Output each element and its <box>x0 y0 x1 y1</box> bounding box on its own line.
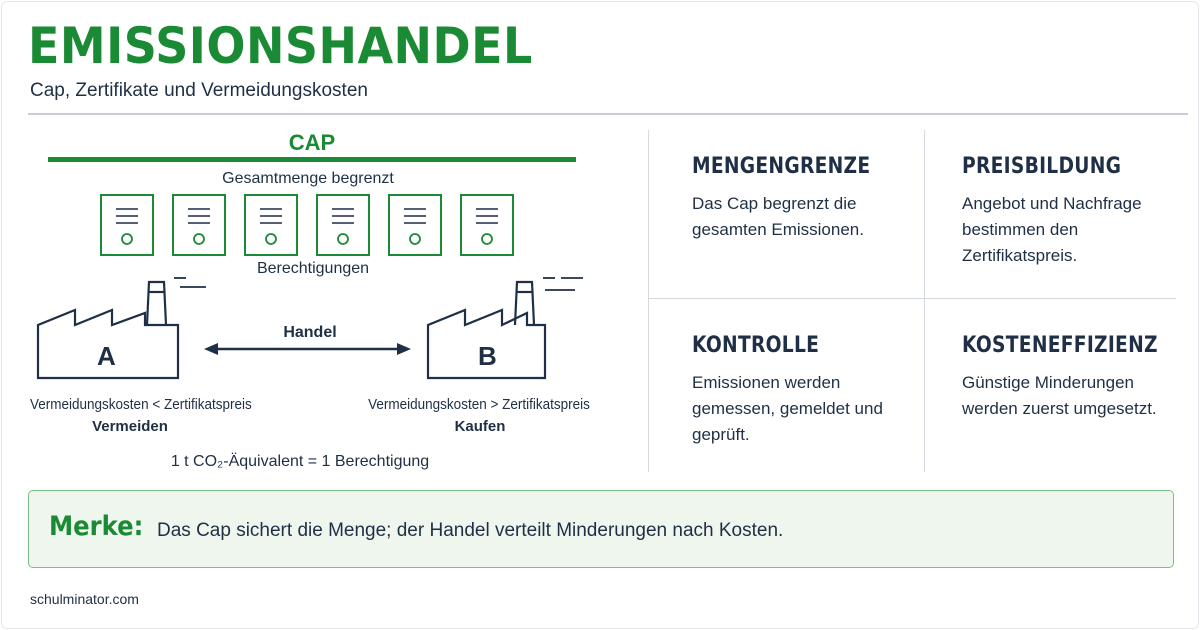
certificate-icon <box>173 195 225 255</box>
footer-site: schulminator.com <box>30 591 139 607</box>
title-divider <box>28 113 1188 115</box>
factory-b-condition: Vermeidungskosten > Zertifikatspreis <box>368 396 590 413</box>
page-title: EMISSIONSHANDEL <box>28 17 533 75</box>
card-heading: KOSTENEFFIZIENZ <box>962 333 1158 358</box>
certificates-row <box>101 195 513 255</box>
card-heading: PREISBILDUNG <box>962 154 1122 179</box>
card-text: Emissionen werden gemessen, gemeldet und geprüft. <box>692 373 883 444</box>
certificate-icon <box>101 195 153 255</box>
certificate-icon <box>461 195 513 255</box>
merke-label: Merke: <box>49 511 144 542</box>
certificates-label: Berechtigungen <box>256 260 370 277</box>
factory-a-letter: A <box>97 341 116 371</box>
factory-a-action: Vermeiden <box>92 418 168 435</box>
page-subtitle: Cap, Zertifikate und Vermeidungskosten <box>30 80 368 101</box>
grid-divider-left <box>648 130 649 472</box>
equivalence-note: 1 t CO₂-Äquivalent = 1 Berechtigung <box>170 453 430 470</box>
merke-text: Das Cap sichert die Menge; der Handel verteilt Minderungen nach Kosten. <box>157 520 784 541</box>
merke-box <box>28 490 1174 568</box>
factory-b-icon <box>428 278 583 378</box>
certificate-icon <box>317 195 369 255</box>
factory-a-icon <box>38 278 206 378</box>
card-text: Günstige Minderungen werden zuerst umgesetzt. <box>962 373 1157 418</box>
card-kosteneffizienz <box>962 333 1167 422</box>
factory-b-action: Kaufen <box>454 418 506 435</box>
trade-arrow <box>204 343 411 355</box>
certificate-icon <box>245 195 297 255</box>
card-text: Das Cap begrenzt die gesamten Emissionen. <box>692 194 864 239</box>
cap-bar <box>48 157 576 162</box>
grid-divider-horizontal <box>648 298 1176 299</box>
card-mengengrenze <box>692 154 932 243</box>
card-heading: MENGENGRENZE <box>692 154 871 179</box>
factory-a-condition: Vermeidungskosten < Zertifikatspreis <box>30 396 252 413</box>
card-kontrolle <box>692 333 892 448</box>
cap-caption: Gesamtmenge begrenzt <box>222 170 394 187</box>
cap-label: CAP <box>288 130 336 155</box>
card-preisbildung <box>962 154 1162 269</box>
card-heading: KONTROLLE <box>692 333 820 358</box>
card-text: Angebot und Nachfrage bestimmen den Zertifikatspreis. <box>962 194 1142 265</box>
trade-label: Handel <box>283 324 337 341</box>
certificate-icon <box>389 195 441 255</box>
factory-b-letter: B <box>478 341 497 371</box>
